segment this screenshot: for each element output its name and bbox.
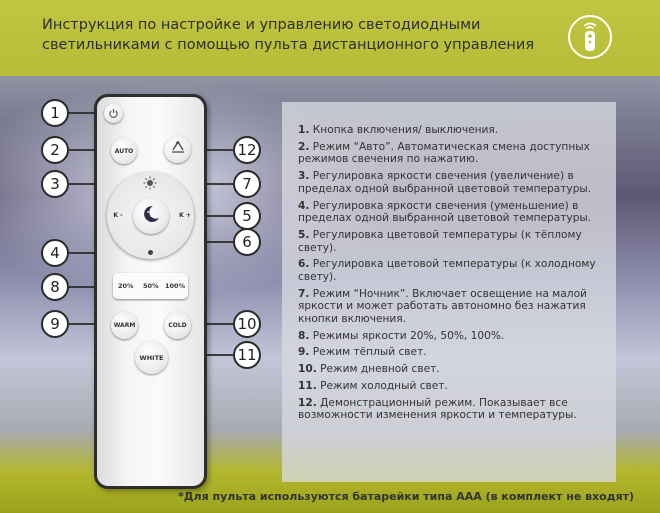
- cold-button[interactable]: COLD: [164, 312, 191, 339]
- list-item: 12. Демонстрационный режим. Показывает все возможности изменения яркости и температуры.: [298, 396, 577, 422]
- list-item: 11. Режим холодный свет.: [298, 379, 448, 392]
- list-item: 10. Режим дневной свет.: [298, 363, 440, 376]
- list-item: 9. Режим тёплый свет.: [298, 346, 427, 359]
- warm-button[interactable]: WARM: [111, 312, 138, 339]
- color-temp-cold-button[interactable]: K +: [179, 211, 191, 219]
- auto-button[interactable]: AUTO: [111, 138, 137, 164]
- callout-10: 10: [233, 310, 261, 338]
- list-item: 2. Режим “Авто”. Автоматическая смена доступных режимов свечения по нажатию.: [298, 140, 590, 166]
- recycle-icon: [169, 140, 187, 160]
- white-button[interactable]: WHITE: [135, 341, 168, 374]
- brightness-presets-panel: [113, 273, 188, 299]
- list-item: 7. Режим “Ночник”. Включает освещение на малой яркости и может работать автономно без нажатия кнопки включения.: [298, 287, 587, 325]
- preset-50-button[interactable]: 50%: [143, 282, 159, 290]
- sun-icon: [143, 175, 157, 194]
- callout-7: 7: [233, 170, 261, 198]
- callout-8: 8: [41, 273, 69, 301]
- callout-2: 2: [41, 136, 69, 164]
- callout-1: 1: [41, 99, 69, 127]
- instructions-list: [298, 124, 604, 426]
- battery-footnote: *Для пульта используются батарейки типа ААА (в комплект не входят): [178, 490, 635, 503]
- list-item: 3. Регулировка яркости свечения (увеличение) в пределах одной выбранной цветовой температуры.: [298, 170, 592, 195]
- callout-3: 3: [41, 170, 69, 198]
- callout-12: 12: [233, 136, 261, 164]
- demo-button[interactable]: [164, 136, 191, 163]
- moon-icon: [140, 203, 162, 229]
- list-item: 6. Регулировка цветовой температуры (к холодному свету).: [298, 258, 596, 283]
- power-icon: [108, 104, 119, 123]
- list-item: 1. Кнопка включения/ выключения.: [298, 124, 499, 136]
- callout-5: 5: [233, 202, 261, 230]
- list-item: 8. Режимы яркости 20%, 50%, 100%.: [298, 329, 505, 342]
- preset-100-button[interactable]: 100%: [165, 282, 186, 290]
- title-line-2: светильниками с помощью пульта дистанционного управления: [42, 37, 535, 53]
- dim-sun-icon: [148, 250, 153, 255]
- callout-6: 6: [233, 228, 261, 256]
- list-item: 4. Регулировка яркости свечения (уменьшение) в пределах одной выбранной цветовой температуры.: [298, 199, 592, 225]
- preset-20-button[interactable]: 20%: [118, 282, 134, 290]
- color-temp-warm-button[interactable]: K -: [113, 211, 123, 219]
- night-mode-button[interactable]: [133, 198, 169, 234]
- brightness-up-button[interactable]: [141, 175, 159, 193]
- brightness-down-button[interactable]: [145, 247, 155, 257]
- title-line-1: Инструкция по настройке и управлению светодиодными: [42, 17, 481, 33]
- callout-9: 9: [41, 310, 69, 338]
- list-item: 5. Регулировка цветовой температуры (к тёплому свету).: [298, 228, 582, 254]
- callout-11: 11: [233, 341, 261, 369]
- power-button[interactable]: [104, 104, 123, 123]
- callout-4: 4: [41, 239, 69, 267]
